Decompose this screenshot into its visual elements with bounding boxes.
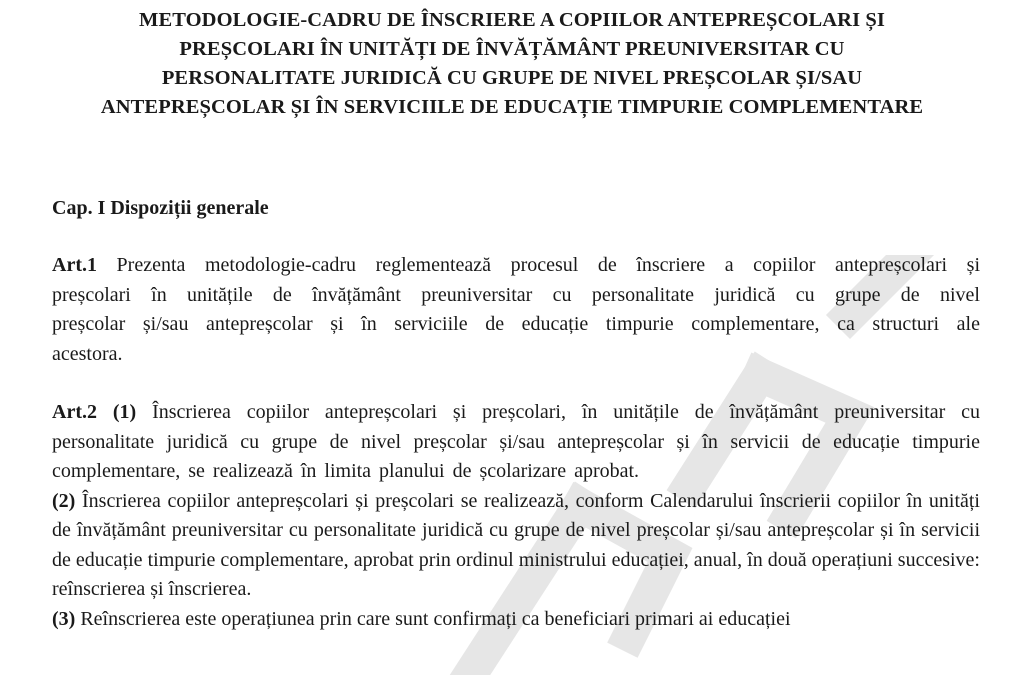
article-text: Prezenta metodologie-cadru reglementează procesul de înscriere a copiilor antepreșcolari și preșcolari în unitățile de învățământ preuniversitar cu personalitate juridică cu grupe de nivel preșcolar și/sau antepreșcolar și în serviciile de educație timpurie complementare, ca structuri ale acestora. (52, 254, 980, 365)
paragraph-1 (52, 398, 980, 487)
chapter-heading: Cap. I Dispoziții generale (52, 197, 269, 219)
title-line: ANTEPREȘCOLAR ȘI ÎN SERVICIILE DE EDUCAȚIE TIMPURIE COMPLEMENTARE (100, 96, 924, 118)
paragraph-text: Reînscrierea este operațiunea prin care sunt confirmați ca beneficiari primari ai educației (80, 607, 791, 630)
paragraph-text: Înscrierea copiilor antepreșcolari și preșcolari se realizează, conform Calendarului înscrierii copiilor în unități de învățământ preuniversitar cu personalitate juridică cu grupe de nivel preșcolar și/sau antepreșcolar și în servicii de educație timpurie complementare, aprobat prin ordinul ministrului educației, anual, în două operațiuni succesive: reînscrierea și înscrierea. (52, 489, 980, 600)
paragraph-number: (1) (112, 401, 137, 423)
paragraph-text: Înscrierea copiilor antepreșcolari și preșcolari, în unitățile de învățământ preuniversitar cu personalitate juridică cu grupe de nivel preșcolar și/sau antepreșcolar și în servicii de educație timpurie complementare, se realizează în limita planului de școlarizare aprobat. (52, 401, 981, 482)
article-2 (52, 398, 980, 634)
title-line: PERSONALITATE JURIDICĂ CU GRUPE DE NIVEL PREȘCOLAR ȘI/SAU (161, 67, 863, 89)
paragraph-number: (2) (52, 489, 76, 512)
paragraph-3 (52, 605, 980, 635)
article-1 (52, 251, 980, 369)
title-line: METODOLOGIE-CADRU DE ÎNSCRIERE A COPIILOR ANTEPREȘCOLARI ȘI (139, 9, 885, 31)
document-title (40, 6, 984, 122)
article-label: Art.1 (52, 254, 97, 276)
paragraph-2 (52, 487, 980, 605)
title-line: PREȘCOLARI ÎN UNITĂȚI DE ÎNVĂȚĂMÂNT PREUNIVERSITAR CU (179, 38, 845, 60)
paragraph-number: (3) (52, 607, 76, 630)
article-label: Art.2 (52, 401, 97, 423)
